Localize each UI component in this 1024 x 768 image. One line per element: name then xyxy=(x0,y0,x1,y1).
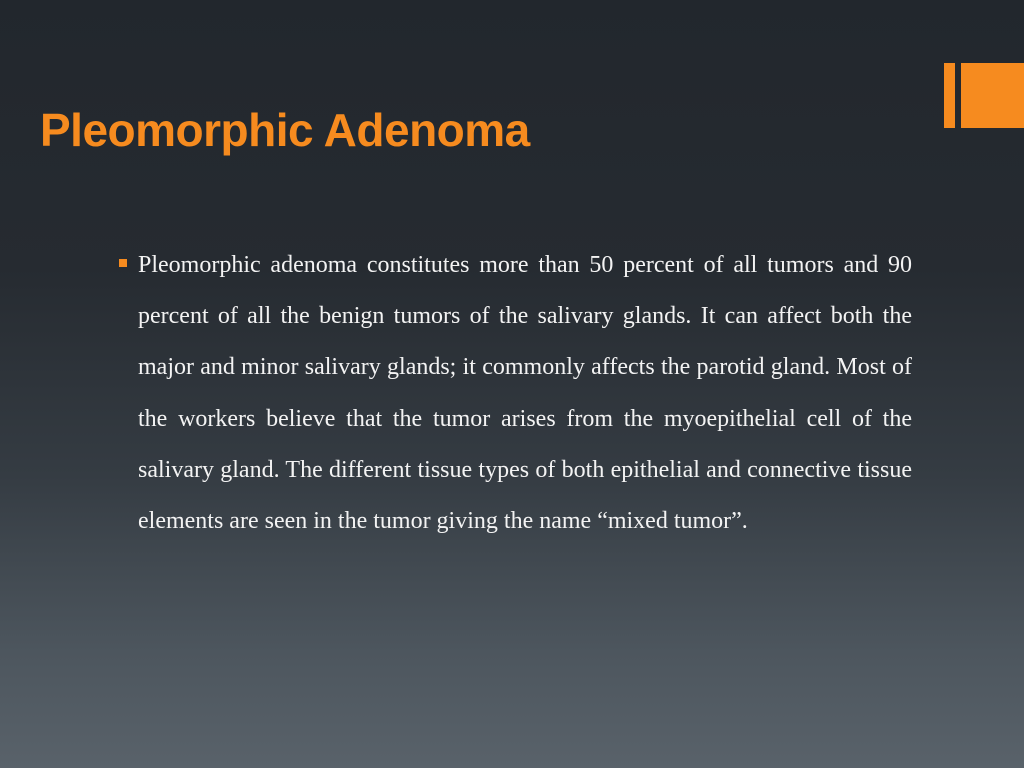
slide-title: Pleomorphic Adenoma xyxy=(40,104,530,156)
bullet-text: Pleomorphic adenoma constitutes more than 50 percent of all tumors and 90 percent of all the benign tumors of the salivary glands. It can affect both the major and minor salivary glands; it commonly affects the parotid gland. Most of the workers believe that the tumor arises from the myoepithelial cell of the salivary gland. The different tissue types of both epithelial and connective tissue elements are seen in the tumor giving the name “mixed tumor”. xyxy=(138,252,912,535)
bullet-item xyxy=(118,240,912,547)
slide-content xyxy=(118,240,912,547)
accent-bar-wide xyxy=(961,63,1024,128)
square-bullet-icon xyxy=(119,259,127,267)
accent-bar-thin xyxy=(944,63,955,128)
